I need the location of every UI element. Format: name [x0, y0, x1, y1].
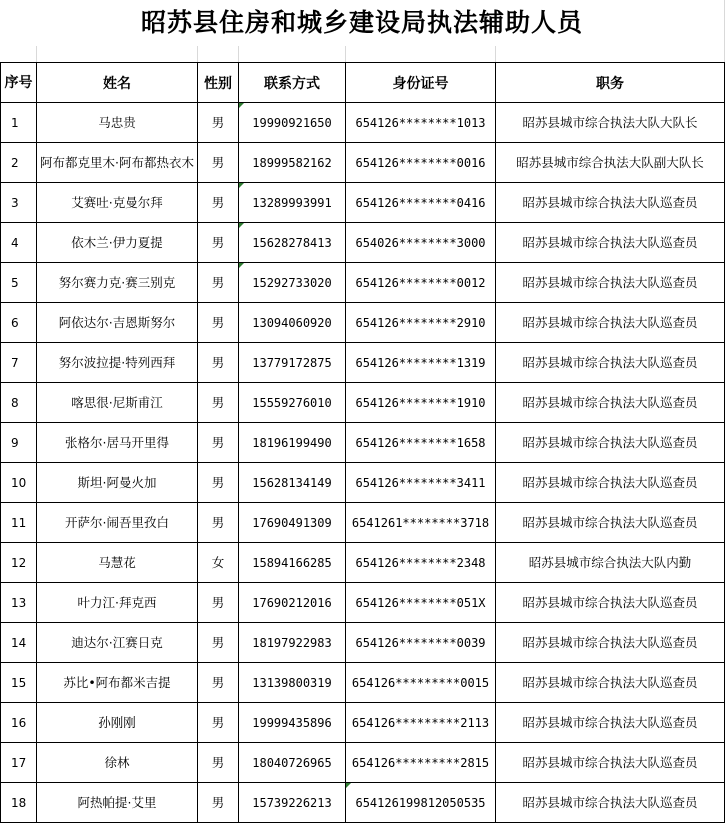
cell-id-number[interactable]: 654126*********0015	[346, 663, 496, 703]
cell-phone[interactable]: 15894166285	[239, 543, 346, 583]
cell-phone[interactable]: 15628278413	[239, 223, 346, 263]
cell-name[interactable]: 苏比•阿布都米吉提	[37, 663, 198, 703]
cell-name[interactable]: 徐林	[37, 743, 198, 783]
cell-position[interactable]: 昭苏县城市综合执法大队巡查员	[496, 383, 725, 423]
cell-gender[interactable]: 男	[198, 703, 239, 743]
cell-name[interactable]: 依木兰·伊力夏提	[37, 223, 198, 263]
cell-gender[interactable]: 女	[198, 543, 239, 583]
cell-gender[interactable]: 男	[198, 343, 239, 383]
cell-id-number[interactable]: 654126199812050535	[346, 783, 496, 823]
cell-phone[interactable]: 17690491309	[239, 503, 346, 543]
comment-indicator-icon	[239, 103, 244, 108]
cell-seq[interactable]: 13	[1, 583, 37, 623]
cell-id-number[interactable]: 654126********1658	[346, 423, 496, 463]
cell-id-number[interactable]: 654126********2348	[346, 543, 496, 583]
cell-name[interactable]: 阿布都克里木·阿布都热衣木	[37, 143, 198, 183]
table-row	[1, 623, 725, 663]
table-row	[1, 343, 725, 383]
cell-gender[interactable]: 男	[198, 503, 239, 543]
header-phone: 联系方式	[239, 63, 346, 103]
cell-id-number[interactable]: 654126********1319	[346, 343, 496, 383]
cell-seq[interactable]: 9	[1, 423, 37, 463]
cell-id-number[interactable]: 654126*********2113	[346, 703, 496, 743]
table-row	[1, 503, 725, 543]
cell-phone[interactable]: 15559276010	[239, 383, 346, 423]
cell-position[interactable]: 昭苏县城市综合执法大队巡查员	[496, 623, 725, 663]
cell-name[interactable]: 斯坦·阿曼火加	[37, 463, 198, 503]
cell-gender[interactable]: 男	[198, 583, 239, 623]
cell-seq[interactable]: 15	[1, 663, 37, 703]
cell-position[interactable]: 昭苏县城市综合执法大队巡查员	[496, 223, 725, 263]
cell-name[interactable]: 迪达尔·江赛日克	[37, 623, 198, 663]
table-row	[1, 183, 725, 223]
cell-name[interactable]: 艾赛吐·克曼尔拜	[37, 183, 198, 223]
cell-name[interactable]: 马慧花	[37, 543, 198, 583]
cell-position[interactable]: 昭苏县城市综合执法大队巡查员	[496, 263, 725, 303]
cell-id-number[interactable]: 654126********0416	[346, 183, 496, 223]
cell-id-number[interactable]: 654026********3000	[346, 223, 496, 263]
table-row	[1, 143, 725, 183]
header-id: 身份证号	[346, 63, 496, 103]
cell-name[interactable]: 阿依达尔·吉恩斯努尔	[37, 303, 198, 343]
comment-indicator-icon	[239, 223, 244, 228]
cell-seq[interactable]: 2	[1, 143, 37, 183]
cell-seq[interactable]: 1	[1, 103, 37, 143]
staff-table	[0, 62, 725, 823]
cell-seq[interactable]: 10	[1, 463, 37, 503]
table-row	[1, 223, 725, 263]
cell-phone[interactable]: 19999435896	[239, 703, 346, 743]
comment-indicator-icon	[239, 183, 244, 188]
table-row	[1, 703, 725, 743]
table-row	[1, 663, 725, 703]
cell-name[interactable]: 叶力江·拜克西	[37, 583, 198, 623]
cell-seq[interactable]: 4	[1, 223, 37, 263]
cell-gender[interactable]: 男	[198, 183, 239, 223]
cell-name[interactable]: 阿热帕提·艾里	[37, 783, 198, 823]
cell-name[interactable]: 张格尔·居马开里得	[37, 423, 198, 463]
cell-gender[interactable]: 男	[198, 463, 239, 503]
cell-position[interactable]: 昭苏县城市综合执法大队巡查员	[496, 663, 725, 703]
cell-position[interactable]: 昭苏县城市综合执法大队大队长	[496, 103, 725, 143]
cell-phone[interactable]: 13094060920	[239, 303, 346, 343]
cell-phone[interactable]: 15739226213	[239, 783, 346, 823]
cell-id-number[interactable]: 654126********3411	[346, 463, 496, 503]
header-name: 姓名	[37, 63, 198, 103]
comment-indicator-icon	[346, 783, 351, 788]
cell-phone[interactable]: 13139800319	[239, 663, 346, 703]
header-gender: 性别	[198, 63, 239, 103]
cell-name[interactable]: 马忠贵	[37, 103, 198, 143]
cell-position[interactable]: 昭苏县城市综合执法大队巡查员	[496, 303, 725, 343]
cell-name[interactable]: 喀思很·尼斯甫江	[37, 383, 198, 423]
cell-phone[interactable]: 13289993991	[239, 183, 346, 223]
cell-gender[interactable]: 男	[198, 103, 239, 143]
cell-seq[interactable]: 3	[1, 183, 37, 223]
header-position: 职务	[496, 63, 725, 103]
cell-gender[interactable]: 男	[198, 383, 239, 423]
cell-name[interactable]: 努尔波拉提·特列西拜	[37, 343, 198, 383]
table-row	[1, 783, 725, 823]
cell-id-number[interactable]: 654126********2910	[346, 303, 496, 343]
cell-name[interactable]: 孙刚刚	[37, 703, 198, 743]
cell-position[interactable]: 昭苏县城市综合执法大队内勤	[496, 543, 725, 583]
cell-id-number[interactable]: 6541261********3718	[346, 503, 496, 543]
cell-position[interactable]: 昭苏县城市综合执法大队巡查员	[496, 783, 725, 823]
cell-seq[interactable]: 8	[1, 383, 37, 423]
cell-id-number[interactable]: 654126********0039	[346, 623, 496, 663]
cell-position[interactable]: 昭苏县城市综合执法大队巡查员	[496, 583, 725, 623]
cell-seq[interactable]: 7	[1, 343, 37, 383]
table-row	[1, 743, 725, 783]
cell-phone[interactable]: 15292733020	[239, 263, 346, 303]
cell-gender[interactable]: 男	[198, 263, 239, 303]
cell-seq[interactable]: 18	[1, 783, 37, 823]
cell-position[interactable]: 昭苏县城市综合执法大队巡查员	[496, 743, 725, 783]
cell-gender[interactable]: 男	[198, 783, 239, 823]
cell-id-number[interactable]: 654126********0012	[346, 263, 496, 303]
sheet-title: 昭苏县住房和城乡建设局执法辅助人员	[0, 0, 725, 46]
cell-gender[interactable]: 男	[198, 663, 239, 703]
table-row	[1, 543, 725, 583]
table-row	[1, 383, 725, 423]
empty-row	[0, 46, 725, 62]
cell-position[interactable]: 昭苏县城市综合执法大队巡查员	[496, 423, 725, 463]
cell-seq[interactable]: 6	[1, 303, 37, 343]
cell-gender[interactable]: 男	[198, 303, 239, 343]
cell-phone[interactable]: 17690212016	[239, 583, 346, 623]
cell-gender[interactable]: 男	[198, 743, 239, 783]
cell-phone[interactable]: 18040726965	[239, 743, 346, 783]
table-row	[1, 463, 725, 503]
cell-id-number[interactable]: 654126*********2815	[346, 743, 496, 783]
header-seq: 序号	[1, 63, 37, 103]
cell-phone[interactable]: 15628134149	[239, 463, 346, 503]
table-row	[1, 103, 725, 143]
cell-seq[interactable]: 12	[1, 543, 37, 583]
comment-indicator-icon	[239, 263, 244, 268]
cell-phone[interactable]: 19990921650	[239, 103, 346, 143]
table-row	[1, 423, 725, 463]
cell-name[interactable]: 开萨尔·闹吾里孜白	[37, 503, 198, 543]
cell-position[interactable]: 昭苏县城市综合执法大队巡查员	[496, 183, 725, 223]
cell-position[interactable]: 昭苏县城市综合执法大队巡查员	[496, 703, 725, 743]
cell-gender[interactable]: 男	[198, 623, 239, 663]
cell-id-number[interactable]: 654126********051X	[346, 583, 496, 623]
cell-id-number[interactable]: 654126********1910	[346, 383, 496, 423]
cell-phone[interactable]: 18196199490	[239, 423, 346, 463]
cell-position[interactable]: 昭苏县城市综合执法大队巡查员	[496, 343, 725, 383]
cell-seq[interactable]: 16	[1, 703, 37, 743]
cell-gender[interactable]: 男	[198, 423, 239, 463]
cell-position[interactable]: 昭苏县城市综合执法大队副大队长	[496, 143, 725, 183]
table-row	[1, 303, 725, 343]
cell-seq[interactable]: 14	[1, 623, 37, 663]
cell-gender[interactable]: 男	[198, 143, 239, 183]
cell-phone[interactable]: 18999582162	[239, 143, 346, 183]
cell-id-number[interactable]: 654126********1013	[346, 103, 496, 143]
cell-seq[interactable]: 11	[1, 503, 37, 543]
table-row	[1, 263, 725, 303]
cell-seq[interactable]: 5	[1, 263, 37, 303]
cell-name[interactable]: 努尔赛力克·赛三别克	[37, 263, 198, 303]
header-row	[1, 63, 725, 103]
cell-gender[interactable]: 男	[198, 223, 239, 263]
cell-seq[interactable]: 17	[1, 743, 37, 783]
cell-position[interactable]: 昭苏县城市综合执法大队巡查员	[496, 503, 725, 543]
cell-position[interactable]: 昭苏县城市综合执法大队巡查员	[496, 463, 725, 503]
cell-phone[interactable]: 18197922983	[239, 623, 346, 663]
cell-phone[interactable]: 13779172875	[239, 343, 346, 383]
table-row	[1, 583, 725, 623]
cell-id-number[interactable]: 654126********0016	[346, 143, 496, 183]
